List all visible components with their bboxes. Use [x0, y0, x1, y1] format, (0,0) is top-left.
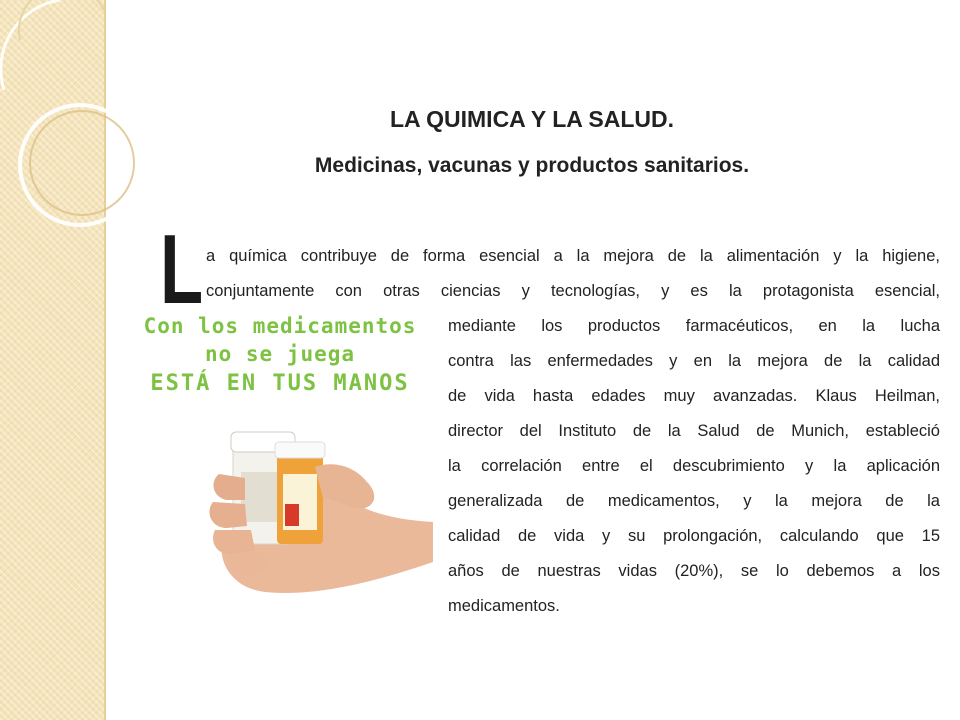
- orange-bottle-cap: [275, 442, 325, 458]
- slogan-line-1: Con los medicamentos: [143, 314, 417, 338]
- paragraph-line-10: años de nuestras vidas (20%), se lo debemos a los: [448, 562, 940, 580]
- finger-2: [209, 502, 247, 528]
- paragraph-line-6: director del Instituto de la Salud de Munich, estableció: [448, 422, 940, 440]
- finger-1: [213, 474, 245, 500]
- paragraph-line-7: la correlación entre el descubrimiento y la aplicación: [448, 457, 940, 475]
- ring-arc-small: [19, 0, 104, 40]
- paragraph-line-2: conjuntamente con otras ciencias y tecnologías, y es la protagonista esencial,: [206, 282, 940, 300]
- paragraph-line-1: a química contribuye de forma esencial a la mejora de la alimentación y la higiene,: [206, 247, 940, 265]
- hand-holding-pill-bottles-illustration: [205, 412, 433, 612]
- slogan-line-2: no se juega: [204, 342, 356, 366]
- page-title: LA QUIMICA Y LA SALUD.: [389, 106, 675, 132]
- medication-slogan: [120, 312, 440, 398]
- white-bottle-label: [241, 472, 281, 522]
- page-subtitle: Medicinas, vacunas y productos sanitarios.: [314, 154, 750, 177]
- paragraph-line-11: medicamentos.: [448, 597, 560, 615]
- orange-bottle-warning-sticker: [285, 504, 299, 526]
- paragraph-line-9: calidad de vida y su prolongación, calculando que 15: [448, 527, 940, 545]
- slogan-line-3: ESTÁ EN TUS MANOS: [150, 371, 410, 396]
- paragraph-line-5: de vida hasta edades muy avanzadas. Klaus Heilman,: [448, 387, 940, 405]
- paragraph-line-3: mediante los productos farmacéuticos, en la lucha: [448, 317, 940, 335]
- drop-cap-letter: L: [160, 214, 204, 324]
- ring-arc-top: [1, 0, 60, 90]
- finger-3: [213, 530, 255, 554]
- paragraph-line-4: contra las enfermedades y en la mejora de la calidad: [448, 352, 940, 370]
- paragraph-line-8: generalizada de medicamentos, y la mejora de la: [448, 492, 940, 510]
